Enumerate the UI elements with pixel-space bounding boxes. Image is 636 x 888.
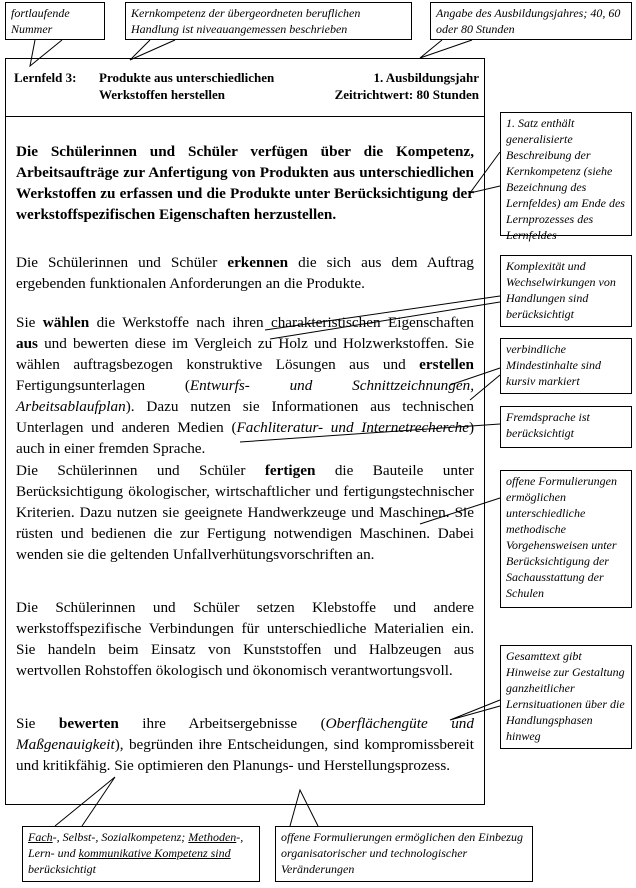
note-kompetenzen-text2: -, Lern- und [28,830,244,860]
pointer-top2 [130,40,175,60]
paragraph-waehlen [16,312,474,459]
paragraph-klebstoffe: Die Schülerinnen und Schüler setzen Klebstoffe und andere werkstoffspezifische Verbindungen für unterschiedliche Materialien ein. Sie handeln beim Einsatz von Kunststoffen und Halbzeugen aus wertvollen Rohstoffen ökologisch und ökonomisch verantwortungsvoll. [16,599,474,679]
note-organisatorisch: offene Formulierungen ermöglichen den Einbezug organisatorischer und technologischer Veränderungen [275,826,533,882]
p1-text-a: Die Schülerinnen und Schüler [16,254,228,271]
note-offene-formulierungen: offene Formulierungen ermöglichen unterschiedliche methodische Vorgehensweisen unter Berücksichtigung der Sachausstattung der Schulen [500,470,632,608]
lernfeld-title [99,69,274,103]
p2-text-c: die Werkstoffe nach ihren charakteristischen Eigenschaften [89,314,474,331]
note-mindestinhalte: verbindliche Mindestinhalte sind kursiv markiert [500,338,632,394]
p5-italic-oberflaeche: Oberflächengüte und Maßgenauigkeit [16,715,474,753]
p5-verb-bewerten: bewerten [58,715,119,732]
note-kompetenzen [22,826,260,882]
pointer-top3 [420,40,472,58]
note-erster-satz: 1. Satz enthält generalisierte Beschreibung der Kernkompetenz (siehe Bezeichnung des Lernfeldes) am Ende des Lernprozesses des Lernfeldes [500,112,632,236]
p5-text-a: Sie [16,715,59,732]
paragraph-bewerten [16,713,474,776]
note-ausbildungsjahr: Angabe des Ausbildungsjahres; 40, 60 oder 80 Stunden [430,2,632,40]
p2-text-e: und bewerten diese im Vergleich zu Holz und Holzwerkstoffen. Sie wählen auftragsbezogen konstruktive Lösungen aus und [16,335,474,373]
note-komplexitaet: Komplexität und Wechselwirkungen von Handlungen sind berücksichtigt [500,255,632,327]
p2-text-k: ) auch in einer fremden Sprache. [16,419,475,457]
note-kompetenzen-text3: berücksichtigt [28,862,96,876]
note-kompetenzen-fach: Fach [28,830,53,844]
p2-verb-waehlen: wählen [42,314,90,331]
p2-text-g: Fertigungsunterlagen ( [16,377,190,394]
paragraph-fertigen [16,460,474,565]
p2-text-i: ). Dazu nutzen sie Informationen aus technischen Unterlagen und anderen Medien ( [16,398,474,436]
p2-text-a: Sie [16,314,43,331]
p2-italic-zeichnungen: Entwurfs- und Schnittzeichnungen, Arbeitsablaufplan [16,377,474,415]
note-gesamttext: Gesamttext gibt Hinweise zur Gestaltung ganzheitlicher Lernsituationen über die Handlungsphasen hinweg [500,645,632,749]
header-divider [5,116,485,117]
note-kompetenzen-methoden: Methoden [188,830,237,844]
p1-verb-erkennen: erkennen [227,254,289,271]
p3-text-a: Die Schülerinnen und Schüler [16,462,265,479]
paragraph-erkennen [16,252,474,294]
note-fremdsprache: Fremdsprache ist berücksichtigt [500,406,632,448]
p5-text-e: ), begründen ihre Entscheidungen, sind kompromissbereit und kritikfähig. Sie optimieren den Planungs- und Herstellungsprozess. [16,736,474,774]
note-kompetenzen-kommunikativ: kommunikative Kompetenz sind [78,846,231,860]
lernfeld-year [335,69,479,103]
p3-verb-fertigen: fertigen [264,462,316,479]
zeitrichtwert: Zeitrichtwert: 80 Stunden [334,87,479,102]
ausbildungsjahr: 1. Ausbildungsjahr [373,70,479,85]
note-fortlaufende-nummer: fortlaufende Nummer [5,2,105,40]
p2-italic-recherche: Fachliteratur- und Internetrecherche [236,419,469,436]
p3-text-c: die Bauteile unter Berücksichtigung ökologischer, wirtschaftlicher und fertigungstechnischer Kriterien. Dazu nutzen sie geeignete Handwerkzeuge und Maschinen. Sie rüsten und bedienen die zur Fertigung notwendigen Maschinen. Dabei wenden sie die geltenden Unfallverhütungsvorschriften an. [16,462,474,563]
intro-paragraph: Die Schülerinnen und Schüler verfügen über die Kompetenz, Arbeitsaufträge zur Anfertigung von Produkten aus unterschiedlichen Werkstoffen zu erfassen und die Produkte unter Berücksichtigung der werkstoffspezifischen Eigenschaften herzustellen. [16,143,474,223]
p2-verb-aus: aus [16,335,38,352]
lernfeld-title-line2: Werkstoffen herstellen [99,87,226,102]
note-kompetenzen-text1: -, Selbst-, Sozialkompetenz; [52,830,189,844]
p1-text-c: die sich aus dem Auftrag ergebenden funktionalen Anforderungen an die Produkte. [16,254,474,292]
p2-verb-erstellen: erstellen [419,356,474,373]
lernfeld-title-line1: Produkte aus unterschiedlichen [99,70,275,85]
p5-text-c: ihre Arbeitsergebnisse ( [118,715,326,732]
lernfeld-number: Lernfeld 3: [14,70,77,85]
note-kernkompetenz: Kernkompetenz der übergeordneten beruflichen Handlung ist niveauangemessen beschrieben [125,2,412,40]
